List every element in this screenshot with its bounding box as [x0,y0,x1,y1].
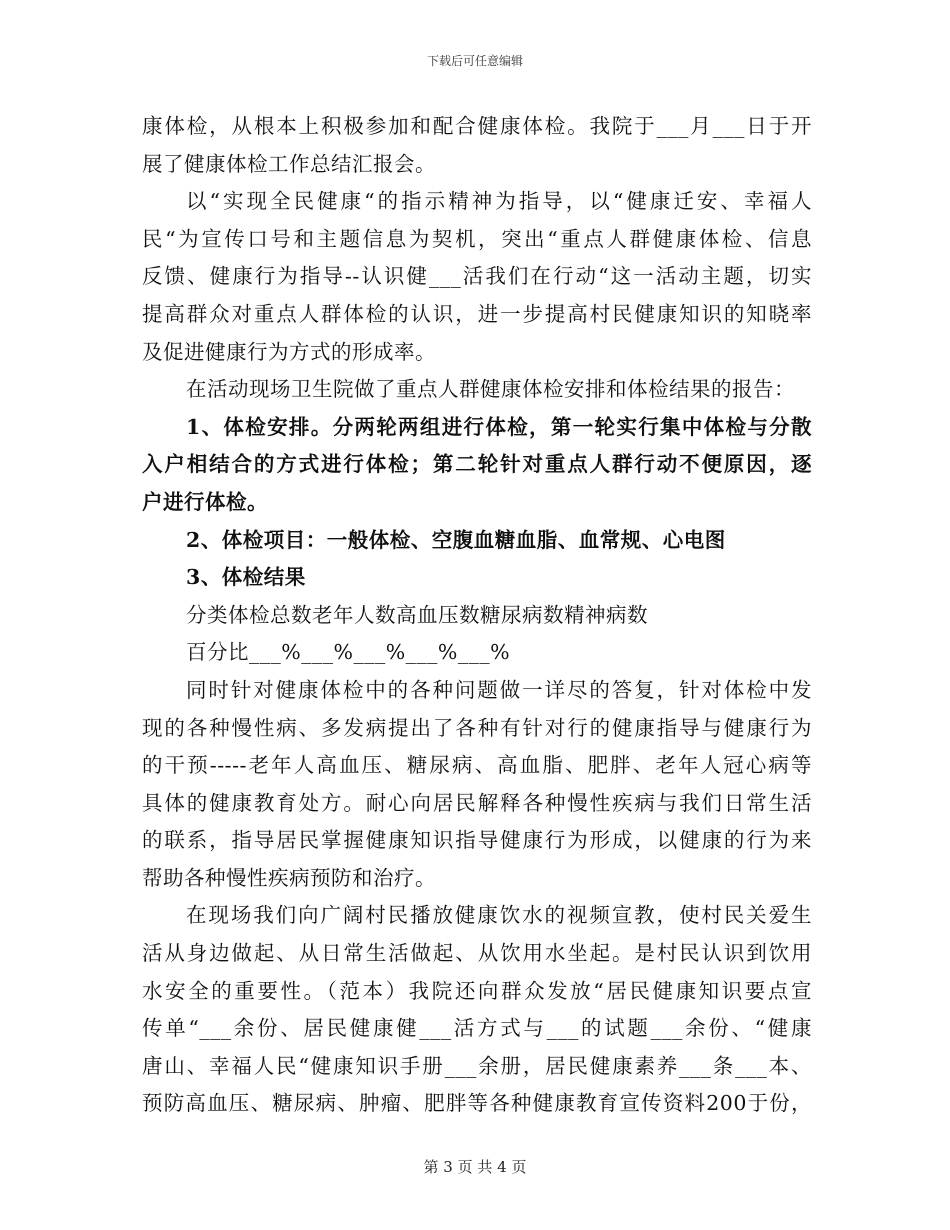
text-line: 提高群众对重点人群体检的认识，进一步提高村民健康知识的知晓率 [142,301,812,326]
table-percent-line: 百分比___%___%___%___%___% [186,640,511,665]
text-line: 同时针对健康体检中的各种问题做一详尽的答复，针对体检中发 [186,677,812,702]
text-line: 帮助各种慢性疾病预防和治疗。 [142,865,436,890]
text-line: 康体检，从根本上积极参加和配合健康体检。我院于___月___日于开 [142,114,812,138]
section-heading: 3、体检结果 [186,565,306,590]
text-line: 具体的健康教育处方。耐心向居民解释各种慢性疾病与我们日常生活 [142,790,812,815]
text-line: 民“为宣传口号和主题信息为契机，突出“重点人群健康体检、信息 [142,226,812,251]
text-line: 展了健康体检工作总结汇报会。 [142,151,436,176]
text-line-bold: 1、体检安排。分两轮两组进行体检，第一轮实行集中体检与分散 [186,414,812,439]
text-line: 水安全的重要性。（范本）我院还向群众发放“居民健康知识要点宣 [142,978,812,1003]
text-line: 现的各种慢性病、多发病提出了各种有针对行的健康指导与健康行为 [142,715,812,740]
text-line-bold: 户进行体检。 [142,489,268,514]
page-footer: 第 3 页 共 4 页 [423,1158,527,1176]
text-line-bold: 2、体检项目：一般体检、空腹血糖血脂、血常规、心电图 [186,527,726,552]
text-line: 预防高血压、糖尿病、肿瘤、肥胖等各种健康教育宣传资料200于份， [142,1091,812,1116]
text-line: 反馈、健康行为指导--认识健___活我们在行动“这一活动主题，切实 [142,264,812,289]
text-line: 活从身边做起、从日常生活做起、从饮用水坐起。是村民认识到饮用 [142,941,812,966]
text-line: 的干预-----老年人高血压、糖尿病、高血脂、肥胖、老年人冠心病等 [142,753,812,778]
text-line: 在活动现场卫生院做了重点人群健康体检安排和体检结果的报告： [186,377,795,402]
page-header: 下载后可任意编辑 [426,54,523,68]
text-line: 以“实现全民健康“的指示精神为指导，以“健康迁安、幸福人 [186,189,812,214]
text-line: 的联系，指导居民掌握健康知识指导健康行为形成，以健康的行为来 [142,828,812,853]
table-header-line: 分类体检总数老年人数高血压数糖尿病数精神病数 [186,602,648,627]
text-line: 及促进健康行为方式的形成率。 [142,339,436,364]
text-line: 传单“___余份、居民健康健___活方式与___的试题___余份、“健康 [142,1016,812,1041]
text-line: 唐山、幸福人民“健康知识手册___余册，居民健康素养___条___本、 [142,1053,812,1078]
document-body [142,108,812,1123]
text-line-bold: 入户相结合的方式进行体检；第二轮针对重点人群行动不便原因，逐 [142,452,812,477]
text-line: 在现场我们向广阔村民播放健康饮水的视频宣教，使村民关爱生 [186,903,812,928]
